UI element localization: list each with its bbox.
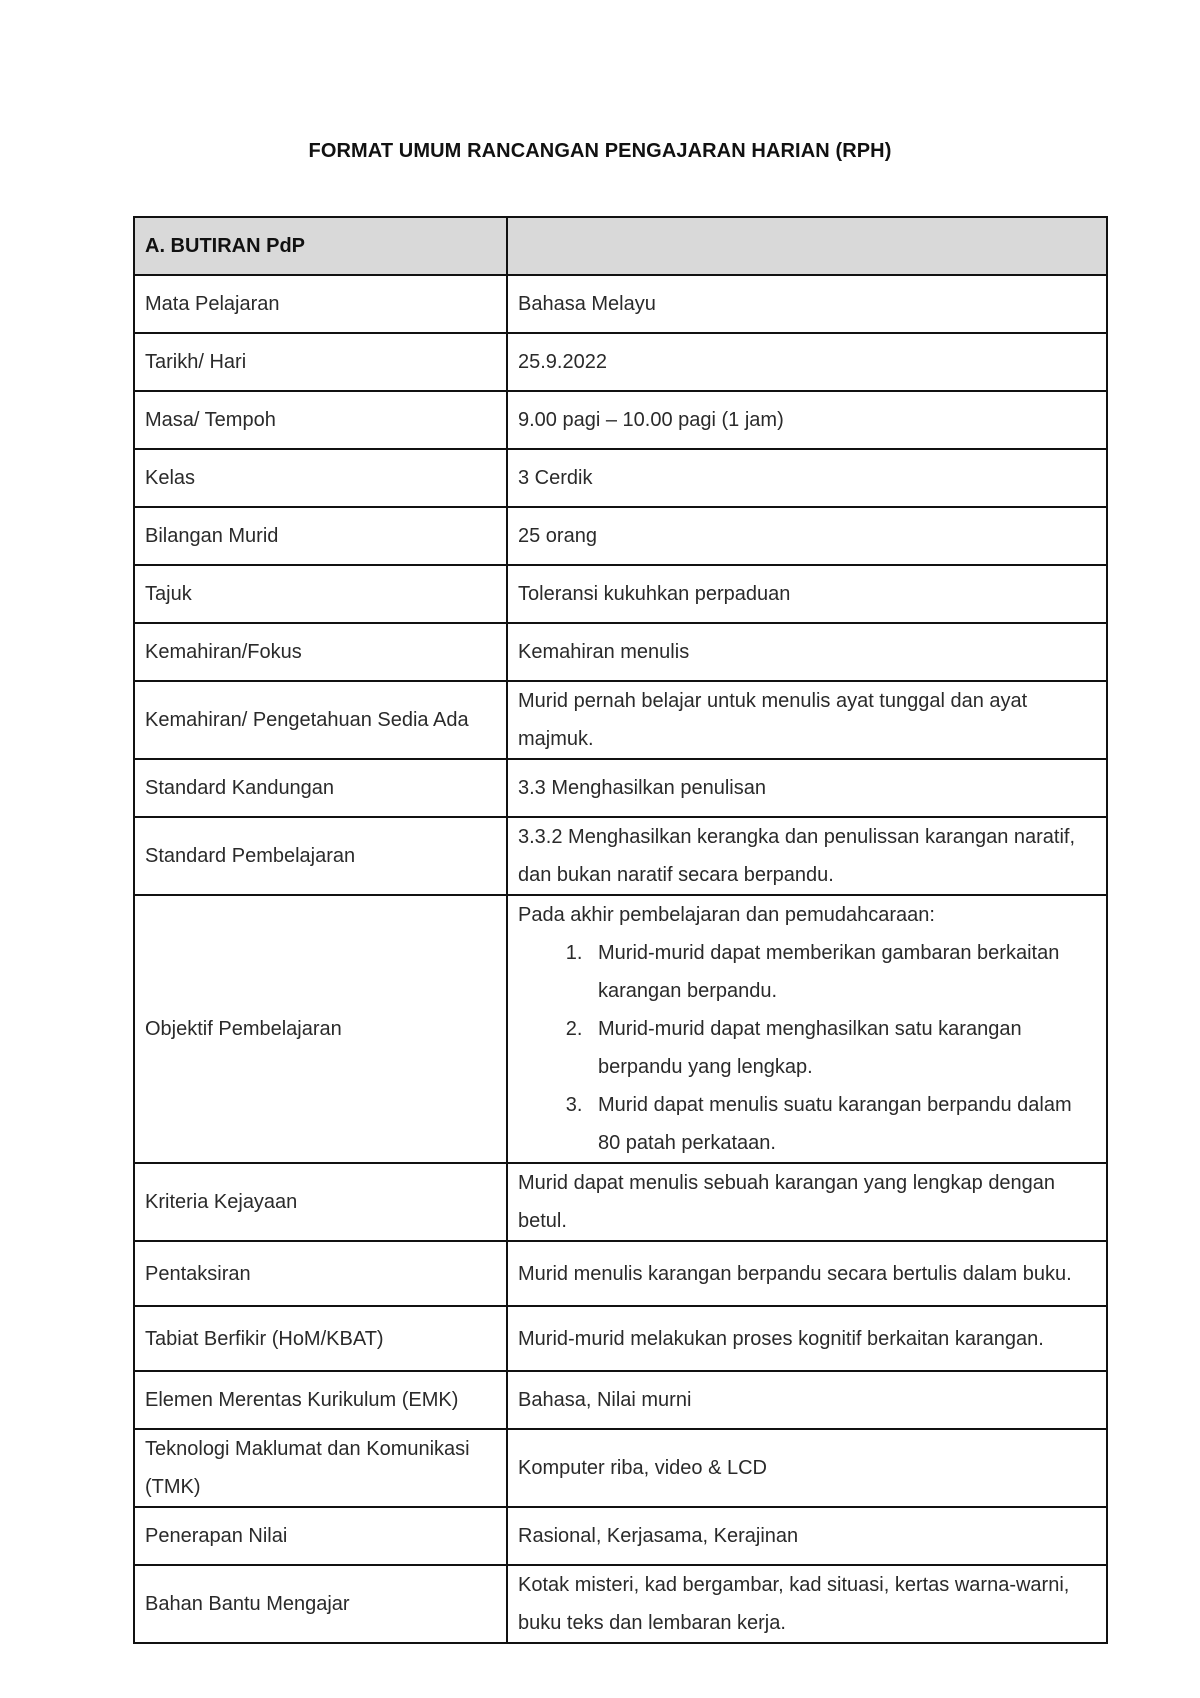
row-value: Toleransi kukuhkan perpaduan <box>507 565 1107 623</box>
row-value: 25 orang <box>507 507 1107 565</box>
table-row <box>134 817 1107 895</box>
table-row <box>134 275 1107 333</box>
row-label: Masa/ Tempoh <box>134 391 507 449</box>
row-label: Teknologi Maklumat dan Komunikasi (TMK) <box>134 1429 507 1507</box>
table-row <box>134 1507 1107 1565</box>
row-label: Tabiat Berfikir (HoM/KBAT) <box>134 1306 507 1371</box>
row-value: Bahasa, Nilai murni <box>507 1371 1107 1429</box>
row-label: Bahan Bantu Mengajar <box>134 1565 507 1643</box>
row-value: Kotak misteri, kad bergambar, kad situasi, kertas warna-warni, buku teks dan lembaran kerja. <box>507 1565 1107 1643</box>
rph-table <box>133 216 1108 1644</box>
objective-intro: Pada akhir pembelajaran dan pemudahcaraan: <box>518 904 935 926</box>
row-label: Standard Kandungan <box>134 759 507 817</box>
table-row <box>134 759 1107 817</box>
row-label: Tajuk <box>134 565 507 623</box>
row-label: Pentaksiran <box>134 1241 507 1306</box>
objective-list <box>518 934 1096 1162</box>
row-label: Elemen Merentas Kurikulum (EMK) <box>134 1371 507 1429</box>
row-label: Kemahiran/Fokus <box>134 623 507 681</box>
row-label: Tarikh/ Hari <box>134 333 507 391</box>
row-label: Kemahiran/ Pengetahuan Sedia Ada <box>134 681 507 759</box>
table-row <box>134 1371 1107 1429</box>
table-row <box>134 391 1107 449</box>
table-row <box>134 1163 1107 1241</box>
table-row <box>134 565 1107 623</box>
table-row-objective <box>134 895 1107 1163</box>
row-value: Kemahiran menulis <box>507 623 1107 681</box>
document-title: FORMAT UMUM RANCANGAN PENGAJARAN HARIAN (RPH) <box>308 140 892 162</box>
objective-item: 2. Murid-murid dapat menghasilkan satu karangan berpandu yang lengkap. <box>588 1010 1096 1086</box>
row-value: 9.00 pagi – 10.00 pagi (1 jam) <box>507 391 1107 449</box>
row-value: Murid pernah belajar untuk menulis ayat tunggal dan ayat majmuk. <box>507 681 1107 759</box>
table-row <box>134 507 1107 565</box>
objective-item: 1. Murid-murid dapat memberikan gambaran berkaitan karangan berpandu. <box>588 934 1096 1010</box>
row-label: Kriteria Kejayaan <box>134 1163 507 1241</box>
row-value: Rasional, Kerjasama, Kerajinan <box>507 1507 1107 1565</box>
row-value: 3.3.2 Menghasilkan kerangka dan penulissan karangan naratif, dan bukan naratif secara berpandu. <box>507 817 1107 895</box>
objective-item: 3. Murid dapat menulis suatu karangan berpandu dalam 80 patah perkataan. <box>588 1086 1096 1162</box>
row-label: Mata Pelajaran <box>134 275 507 333</box>
header-value <box>507 217 1107 275</box>
row-value: Murid-murid melakukan proses kognitif berkaitan karangan. <box>507 1306 1107 1371</box>
table-row <box>134 1306 1107 1371</box>
table-row <box>134 1565 1107 1643</box>
table-row <box>134 333 1107 391</box>
header-label: A. BUTIRAN PdP <box>134 217 507 275</box>
table-row <box>134 1241 1107 1306</box>
table-row <box>134 449 1107 507</box>
table-row <box>134 681 1107 759</box>
objective-value <box>507 895 1107 1163</box>
table-header-row <box>134 217 1107 275</box>
row-value: Komputer riba, video & LCD <box>507 1429 1107 1507</box>
table-row <box>134 623 1107 681</box>
row-label: Bilangan Murid <box>134 507 507 565</box>
row-value: Murid dapat menulis sebuah karangan yang lengkap dengan betul. <box>507 1163 1107 1241</box>
row-value: 25.9.2022 <box>507 333 1107 391</box>
row-value: 3 Cerdik <box>507 449 1107 507</box>
objective-label: Objektif Pembelajaran <box>134 895 507 1163</box>
row-label: Penerapan Nilai <box>134 1507 507 1565</box>
row-value: Murid menulis karangan berpandu secara bertulis dalam buku. <box>507 1241 1107 1306</box>
row-label: Kelas <box>134 449 507 507</box>
row-value: Bahasa Melayu <box>507 275 1107 333</box>
table-row <box>134 1429 1107 1507</box>
row-label: Standard Pembelajaran <box>134 817 507 895</box>
row-value: 3.3 Menghasilkan penulisan <box>507 759 1107 817</box>
